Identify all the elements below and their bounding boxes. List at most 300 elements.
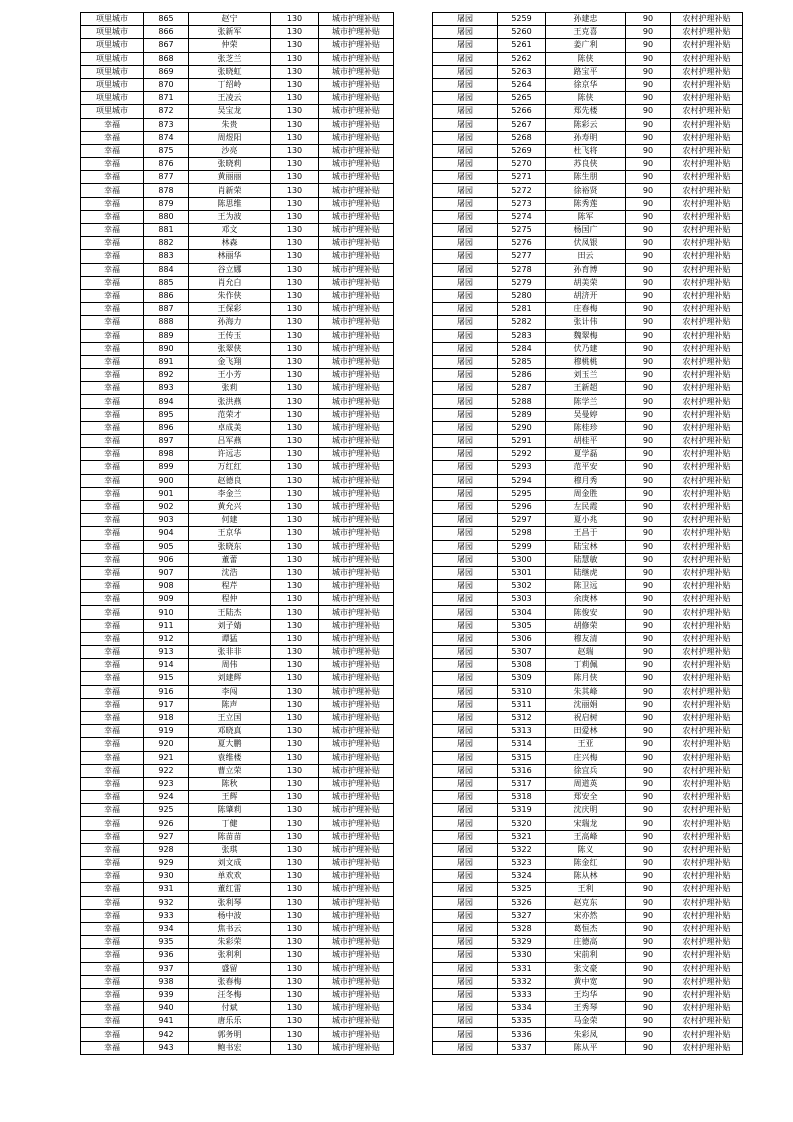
subsidy-type-cell: 城市护理补贴 (319, 672, 394, 685)
region-cell: 屠园 (433, 65, 498, 78)
amount-cell: 90 (626, 830, 671, 843)
region-cell: 屠园 (433, 303, 498, 316)
subsidy-type-cell: 农村护理补贴 (671, 395, 743, 408)
person-name-cell: 伏凤银 (546, 237, 626, 250)
person-name-cell: 王亚 (546, 738, 626, 751)
person-name-cell: 赵克东 (546, 896, 626, 909)
person-name-cell: 穆友清 (546, 632, 626, 645)
region-cell: 幸福 (81, 421, 144, 434)
person-name-cell: 郭务明 (189, 1028, 271, 1041)
table-row (81, 13, 394, 26)
serial-number-cell: 5283 (498, 329, 546, 342)
region-cell: 幸福 (81, 210, 144, 223)
region-cell: 幸福 (81, 962, 144, 975)
table-row (433, 632, 743, 645)
serial-number-cell: 5267 (498, 118, 546, 131)
person-name-cell: 王小芳 (189, 369, 271, 382)
subsidy-type-cell: 城市护理补贴 (319, 303, 394, 316)
amount-cell: 90 (626, 619, 671, 632)
table-row (81, 144, 394, 157)
region-cell: 屠园 (433, 514, 498, 527)
person-name-cell: 张晓东 (189, 540, 271, 553)
person-name-cell: 宋瑞龙 (546, 817, 626, 830)
serial-number-cell: 5322 (498, 843, 546, 856)
serial-number-cell: 5332 (498, 975, 546, 988)
amount-cell: 130 (271, 936, 319, 949)
region-cell: 幸福 (81, 342, 144, 355)
amount-cell: 130 (271, 355, 319, 368)
region-cell: 幸福 (81, 685, 144, 698)
serial-number-cell: 5292 (498, 448, 546, 461)
person-name-cell: 陈生朋 (546, 171, 626, 184)
serial-number-cell: 912 (144, 632, 189, 645)
table-row (81, 316, 394, 329)
region-cell: 屠园 (433, 540, 498, 553)
table-row (433, 250, 743, 263)
serial-number-cell: 5334 (498, 1002, 546, 1015)
amount-cell: 90 (626, 52, 671, 65)
amount-cell: 90 (626, 329, 671, 342)
region-cell: 幸福 (81, 487, 144, 500)
table-row (433, 936, 743, 949)
amount-cell: 90 (626, 804, 671, 817)
region-cell: 屠园 (433, 843, 498, 856)
table-row (81, 197, 394, 210)
table-row (433, 883, 743, 896)
region-cell: 屠园 (433, 764, 498, 777)
table-row (81, 342, 394, 355)
person-name-cell: 王立国 (189, 711, 271, 724)
person-name-cell: 徐京华 (546, 78, 626, 91)
amount-cell: 90 (626, 13, 671, 26)
person-name-cell: 王辉 (189, 791, 271, 804)
region-cell: 屠园 (433, 619, 498, 632)
serial-number-cell: 866 (144, 26, 189, 39)
subsidy-type-cell: 农村护理补贴 (671, 764, 743, 777)
region-cell: 屠园 (433, 369, 498, 382)
amount-cell: 90 (626, 580, 671, 593)
table-row (81, 210, 394, 223)
region-cell: 屠园 (433, 738, 498, 751)
table-row (433, 118, 743, 131)
serial-number-cell: 928 (144, 843, 189, 856)
table-row (433, 92, 743, 105)
table-row (433, 342, 743, 355)
region-cell: 屠园 (433, 725, 498, 738)
region-cell: 屠园 (433, 804, 498, 817)
subsidy-type-cell: 城市护理补贴 (319, 936, 394, 949)
region-cell: 屠园 (433, 197, 498, 210)
urban-subsidy-table-body (81, 13, 394, 1055)
serial-number-cell: 937 (144, 962, 189, 975)
amount-cell: 90 (626, 698, 671, 711)
region-cell: 幸福 (81, 237, 144, 250)
serial-number-cell: 5306 (498, 632, 546, 645)
person-name-cell: 陆慧敏 (546, 553, 626, 566)
amount-cell: 130 (271, 896, 319, 909)
region-cell: 项里城市 (81, 26, 144, 39)
amount-cell: 90 (626, 26, 671, 39)
serial-number-cell: 5277 (498, 250, 546, 263)
serial-number-cell: 5318 (498, 791, 546, 804)
person-name-cell: 祝启树 (546, 711, 626, 724)
person-name-cell: 杜飞将 (546, 144, 626, 157)
amount-cell: 130 (271, 606, 319, 619)
table-row (81, 224, 394, 237)
subsidy-type-cell: 农村护理补贴 (671, 421, 743, 434)
table-row (81, 962, 394, 975)
amount-cell: 130 (271, 276, 319, 289)
serial-number-cell: 5330 (498, 949, 546, 962)
amount-cell: 90 (626, 738, 671, 751)
serial-number-cell: 893 (144, 382, 189, 395)
person-name-cell: 杨国广 (546, 224, 626, 237)
region-cell: 幸福 (81, 791, 144, 804)
table-row (433, 500, 743, 513)
region-cell: 幸福 (81, 553, 144, 566)
table-row (81, 105, 394, 118)
region-cell: 屠园 (433, 474, 498, 487)
subsidy-type-cell: 农村护理补贴 (671, 896, 743, 909)
table-row (433, 962, 743, 975)
region-cell: 屠园 (433, 250, 498, 263)
table-row (433, 593, 743, 606)
amount-cell: 90 (626, 685, 671, 698)
serial-number-cell: 5313 (498, 725, 546, 738)
region-cell: 幸福 (81, 817, 144, 830)
table-row (81, 764, 394, 777)
person-name-cell: 陈秋 (189, 777, 271, 790)
table-row (433, 382, 743, 395)
subsidy-type-cell: 城市护理补贴 (319, 1015, 394, 1028)
person-name-cell: 刘文成 (189, 857, 271, 870)
region-cell: 屠园 (433, 395, 498, 408)
amount-cell: 90 (626, 131, 671, 144)
person-name-cell: 刘玉兰 (546, 369, 626, 382)
subsidy-type-cell: 城市护理补贴 (319, 540, 394, 553)
table-row (433, 738, 743, 751)
rural-subsidy-table (432, 12, 743, 1055)
serial-number-cell: 5285 (498, 355, 546, 368)
region-cell: 屠园 (433, 421, 498, 434)
subsidy-type-cell: 城市护理补贴 (319, 461, 394, 474)
amount-cell: 90 (626, 527, 671, 540)
table-row (81, 646, 394, 659)
subsidy-type-cell: 城市护理补贴 (319, 210, 394, 223)
table-row (433, 514, 743, 527)
amount-cell: 90 (626, 843, 671, 856)
subsidy-type-cell: 城市护理补贴 (319, 52, 394, 65)
region-cell: 项里城市 (81, 92, 144, 105)
table-row (81, 435, 394, 448)
table-row (81, 593, 394, 606)
amount-cell: 130 (271, 316, 319, 329)
person-name-cell: 沈丽娟 (546, 698, 626, 711)
amount-cell: 130 (271, 817, 319, 830)
serial-number-cell: 917 (144, 698, 189, 711)
serial-number-cell: 925 (144, 804, 189, 817)
region-cell: 幸福 (81, 659, 144, 672)
table-row (81, 78, 394, 91)
amount-cell: 90 (626, 857, 671, 870)
table-row (81, 158, 394, 171)
subsidy-type-cell: 城市护理补贴 (319, 685, 394, 698)
table-row (433, 171, 743, 184)
serial-number-cell: 5281 (498, 303, 546, 316)
subsidy-type-cell: 城市护理补贴 (319, 883, 394, 896)
region-cell: 屠园 (433, 105, 498, 118)
person-name-cell: 杨中波 (189, 909, 271, 922)
serial-number-cell: 936 (144, 949, 189, 962)
amount-cell: 130 (271, 26, 319, 39)
table-row (433, 39, 743, 52)
region-cell: 屠园 (433, 527, 498, 540)
region-cell: 幸福 (81, 988, 144, 1001)
serial-number-cell: 911 (144, 619, 189, 632)
table-row (433, 949, 743, 962)
region-cell: 幸福 (81, 646, 144, 659)
serial-number-cell: 5280 (498, 289, 546, 302)
subsidy-type-cell: 城市护理补贴 (319, 65, 394, 78)
subsidy-type-cell: 城市护理补贴 (319, 711, 394, 724)
subsidy-type-cell: 农村护理补贴 (671, 118, 743, 131)
serial-number-cell: 883 (144, 250, 189, 263)
table-row (81, 632, 394, 645)
subsidy-type-cell: 城市护理补贴 (319, 527, 394, 540)
serial-number-cell: 5276 (498, 237, 546, 250)
region-cell: 幸福 (81, 593, 144, 606)
region-cell: 屠园 (433, 500, 498, 513)
serial-number-cell: 906 (144, 553, 189, 566)
serial-number-cell: 5291 (498, 435, 546, 448)
person-name-cell: 魏翠梅 (546, 329, 626, 342)
subsidy-type-cell: 城市护理补贴 (319, 738, 394, 751)
serial-number-cell: 5325 (498, 883, 546, 896)
serial-number-cell: 913 (144, 646, 189, 659)
person-name-cell: 朱其峰 (546, 685, 626, 698)
person-name-cell: 周金胜 (546, 487, 626, 500)
region-cell: 幸福 (81, 830, 144, 843)
table-row (433, 1041, 743, 1054)
region-cell: 幸福 (81, 725, 144, 738)
person-name-cell: 穆桃桃 (546, 355, 626, 368)
table-row (81, 922, 394, 935)
person-name-cell: 赵宁 (189, 13, 271, 26)
serial-number-cell: 935 (144, 936, 189, 949)
table-row (433, 896, 743, 909)
person-name-cell: 沙亮 (189, 144, 271, 157)
person-name-cell: 肖允白 (189, 276, 271, 289)
region-cell: 屠园 (433, 698, 498, 711)
subsidy-type-cell: 农村护理补贴 (671, 250, 743, 263)
amount-cell: 90 (626, 988, 671, 1001)
amount-cell: 130 (271, 329, 319, 342)
table-row (433, 369, 743, 382)
subsidy-type-cell: 农村护理补贴 (671, 870, 743, 883)
person-name-cell: 焦书云 (189, 922, 271, 935)
table-row (433, 395, 743, 408)
region-cell: 幸福 (81, 738, 144, 751)
region-cell: 幸福 (81, 435, 144, 448)
table-row (433, 158, 743, 171)
amount-cell: 130 (271, 435, 319, 448)
serial-number-cell: 5294 (498, 474, 546, 487)
amount-cell: 90 (626, 105, 671, 118)
subsidy-type-cell: 农村护理补贴 (671, 65, 743, 78)
table-row (81, 738, 394, 751)
table-row (81, 777, 394, 790)
subsidy-type-cell: 农村护理补贴 (671, 1002, 743, 1015)
table-row (433, 1015, 743, 1028)
amount-cell: 130 (271, 105, 319, 118)
region-cell: 屠园 (433, 487, 498, 500)
subsidy-type-cell: 城市护理补贴 (319, 1002, 394, 1015)
region-cell: 屠园 (433, 329, 498, 342)
serial-number-cell: 898 (144, 448, 189, 461)
subsidy-type-cell: 城市护理补贴 (319, 514, 394, 527)
table-row (433, 78, 743, 91)
subsidy-type-cell: 农村护理补贴 (671, 78, 743, 91)
table-row (81, 52, 394, 65)
subsidy-type-cell: 城市护理补贴 (319, 131, 394, 144)
region-cell: 屠园 (433, 435, 498, 448)
table-row (81, 804, 394, 817)
subsidy-type-cell: 城市护理补贴 (319, 817, 394, 830)
amount-cell: 90 (626, 158, 671, 171)
person-name-cell: 陈学兰 (546, 395, 626, 408)
person-name-cell: 张非非 (189, 646, 271, 659)
subsidy-type-cell: 城市护理补贴 (319, 13, 394, 26)
serial-number-cell: 5275 (498, 224, 546, 237)
region-cell: 幸福 (81, 698, 144, 711)
table-row (81, 751, 394, 764)
subsidy-type-cell: 农村护理补贴 (671, 659, 743, 672)
table-row (433, 461, 743, 474)
serial-number-cell: 5316 (498, 764, 546, 777)
table-row (433, 540, 743, 553)
serial-number-cell: 900 (144, 474, 189, 487)
serial-number-cell: 920 (144, 738, 189, 751)
person-name-cell: 邓文 (189, 224, 271, 237)
table-row (81, 857, 394, 870)
region-cell: 屠园 (433, 553, 498, 566)
region-cell: 幸福 (81, 1015, 144, 1028)
table-row (81, 303, 394, 316)
person-name-cell: 陈侠 (546, 92, 626, 105)
person-name-cell: 张新军 (189, 26, 271, 39)
person-name-cell: 朱彩凤 (546, 1028, 626, 1041)
person-name-cell: 张琪 (189, 843, 271, 856)
person-name-cell: 范荣才 (189, 408, 271, 421)
table-row (81, 1002, 394, 1015)
table-row (81, 896, 394, 909)
person-name-cell: 周煜阳 (189, 131, 271, 144)
amount-cell: 90 (626, 659, 671, 672)
subsidy-type-cell: 城市护理补贴 (319, 857, 394, 870)
table-row (81, 131, 394, 144)
subsidy-type-cell: 农村护理补贴 (671, 514, 743, 527)
subsidy-type-cell: 城市护理补贴 (319, 659, 394, 672)
table-row (81, 843, 394, 856)
serial-number-cell: 5286 (498, 369, 546, 382)
amount-cell: 130 (271, 500, 319, 513)
serial-number-cell: 924 (144, 791, 189, 804)
person-name-cell: 田爱林 (546, 725, 626, 738)
subsidy-type-cell: 城市护理补贴 (319, 870, 394, 883)
table-row (81, 26, 394, 39)
subsidy-type-cell: 城市护理补贴 (319, 764, 394, 777)
table-row (81, 237, 394, 250)
region-cell: 幸福 (81, 580, 144, 593)
serial-number-cell: 938 (144, 975, 189, 988)
subsidy-type-cell: 农村护理补贴 (671, 92, 743, 105)
serial-number-cell: 5299 (498, 540, 546, 553)
subsidy-type-cell: 农村护理补贴 (671, 224, 743, 237)
serial-number-cell: 5320 (498, 817, 546, 830)
person-name-cell: 王陆杰 (189, 606, 271, 619)
table-row (433, 1028, 743, 1041)
subsidy-type-cell: 城市护理补贴 (319, 698, 394, 711)
region-cell: 幸福 (81, 276, 144, 289)
serial-number-cell: 5311 (498, 698, 546, 711)
person-name-cell: 张利利 (189, 949, 271, 962)
amount-cell: 90 (626, 962, 671, 975)
region-cell: 屠园 (433, 382, 498, 395)
subsidy-type-cell: 农村护理补贴 (671, 487, 743, 500)
amount-cell: 130 (271, 65, 319, 78)
table-row (433, 263, 743, 276)
table-row (81, 936, 394, 949)
region-cell: 项里城市 (81, 78, 144, 91)
subsidy-type-cell: 城市护理补贴 (319, 382, 394, 395)
table-row (81, 619, 394, 632)
amount-cell: 90 (626, 711, 671, 724)
serial-number-cell: 871 (144, 92, 189, 105)
serial-number-cell: 889 (144, 329, 189, 342)
amount-cell: 130 (271, 843, 319, 856)
person-name-cell: 张利琴 (189, 896, 271, 909)
serial-number-cell: 895 (144, 408, 189, 421)
subsidy-type-cell: 农村护理补贴 (671, 936, 743, 949)
person-name-cell: 王新超 (546, 382, 626, 395)
subsidy-type-cell: 农村护理补贴 (671, 52, 743, 65)
person-name-cell: 陈桂珍 (546, 421, 626, 434)
subsidy-type-cell: 农村护理补贴 (671, 988, 743, 1001)
region-cell: 幸福 (81, 777, 144, 790)
amount-cell: 130 (271, 395, 319, 408)
table-row (81, 870, 394, 883)
person-name-cell: 陈月侠 (546, 672, 626, 685)
subsidy-type-cell: 城市护理补贴 (319, 777, 394, 790)
serial-number-cell: 5301 (498, 566, 546, 579)
subsidy-type-cell: 农村护理补贴 (671, 26, 743, 39)
serial-number-cell: 875 (144, 144, 189, 157)
subsidy-type-cell: 城市护理补贴 (319, 1028, 394, 1041)
amount-cell: 90 (626, 764, 671, 777)
region-cell: 幸福 (81, 857, 144, 870)
region-cell: 屠园 (433, 171, 498, 184)
amount-cell: 130 (271, 540, 319, 553)
amount-cell: 90 (626, 316, 671, 329)
serial-number-cell: 5263 (498, 65, 546, 78)
amount-cell: 130 (271, 830, 319, 843)
subsidy-type-cell: 城市护理补贴 (319, 751, 394, 764)
subsidy-type-cell: 农村护理补贴 (671, 1041, 743, 1054)
serial-number-cell: 5308 (498, 659, 546, 672)
amount-cell: 130 (271, 922, 319, 935)
serial-number-cell: 923 (144, 777, 189, 790)
person-name-cell: 董蕾 (189, 553, 271, 566)
